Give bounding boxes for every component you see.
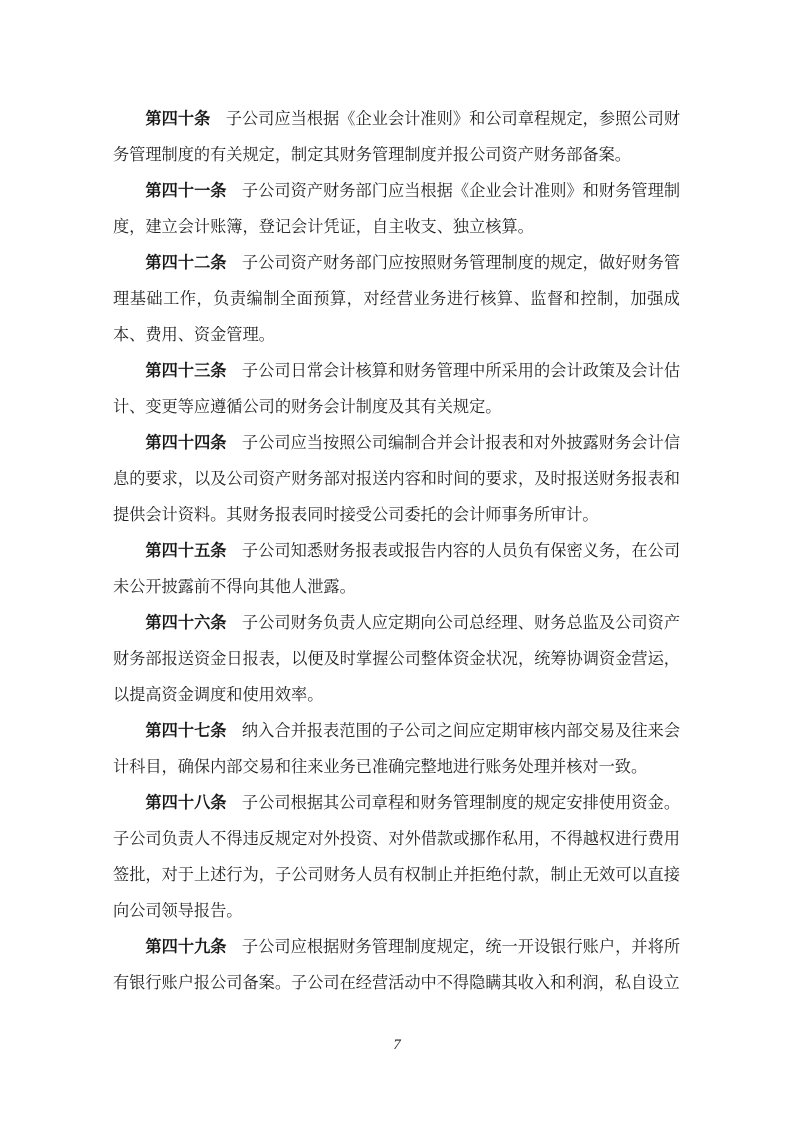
article-number: 第四十三条 <box>145 362 227 380</box>
article-number: 第四十七条 <box>145 722 227 740</box>
article-text: 子公司应当根据《企业会计准则》和公司章程规定，参照公司财务管理制度的有关规定，制定其财务管理制度并报公司资产财务部备案。 <box>113 110 681 164</box>
article-number: 第四十九条 <box>145 938 227 956</box>
article-paragraph <box>113 425 680 533</box>
article-number: 第四十八条 <box>145 794 227 812</box>
article-paragraph <box>113 173 680 245</box>
article-number: 第四十六条 <box>145 614 227 632</box>
article-paragraph <box>113 101 680 173</box>
article-text: 子公司财务负责人应定期向公司总经理、财务总监及公司资产财务部报送资金日报表，以便及时掌握公司整体资金状况，统筹协调资金营运，以提高资金调度和使用效率。 <box>113 614 681 704</box>
article-text: 子公司知悉财务报表或报告内容的人员负有保密义务，在公司未公开披露前不得向其他人泄露。 <box>113 542 681 596</box>
article-text: 子公司资产财务部门应当根据《企业会计准则》和财务管理制度，建立会计账簿，登记会计凭证，自主收支、独立核算。 <box>113 182 681 236</box>
page-footer <box>0 1036 794 1054</box>
article-paragraph <box>113 353 680 425</box>
article-text: 纳入合并报表范围的子公司之间应定期审核内部交易及往来会计科目，确保内部交易和往来业务已准确完整地进行账务处理并核对一致。 <box>113 722 681 776</box>
article-paragraph <box>113 713 680 785</box>
article-text: 子公司资产财务部门应按照财务管理制度的规定，做好财务管理基础工作，负责编制全面预算，对经营业务进行核算、监督和控制，加强成本、费用、资金管理。 <box>113 254 681 344</box>
article-paragraph <box>113 533 680 605</box>
article-text: 子公司应当按照公司编制合并会计报表和对外披露财务会计信息的要求，以及公司资产财务部对报送内容和时间的要求，及时报送财务报表和提供会计资料。其财务报表同时接受公司委托的会计师事务所审计。 <box>113 434 681 524</box>
article-paragraph <box>113 785 680 929</box>
article-paragraph <box>113 245 680 353</box>
article-paragraph <box>113 929 680 1001</box>
article-number: 第四十四条 <box>145 434 227 452</box>
article-text: 子公司日常会计核算和财务管理中所采用的会计政策及会计估计、变更等应遵循公司的财务会计制度及其有关规定。 <box>113 362 681 416</box>
article-number: 第四十一条 <box>145 182 227 200</box>
article-number: 第四十五条 <box>145 542 227 560</box>
article-paragraph <box>113 605 680 713</box>
page-number: 7 <box>393 1037 401 1053</box>
document-body <box>113 101 680 1001</box>
article-text: 子公司应根据财务管理制度规定，统一开设银行账户，并将所有银行账户报公司备案。子公司在经营活动中不得隐瞒其收入和利润，私自设立 <box>113 938 681 992</box>
article-number: 第四十二条 <box>145 254 227 272</box>
article-number: 第四十条 <box>145 110 211 128</box>
article-text: 子公司根据其公司章程和财务管理制度的规定安排使用资金。子公司负责人不得违反规定对外投资、对外借款或挪作私用，不得越权进行费用签批，对于上述行为，子公司财务人员有权制止并拒绝付款，制止无效可以直接向公司领导报告。 <box>113 794 681 920</box>
